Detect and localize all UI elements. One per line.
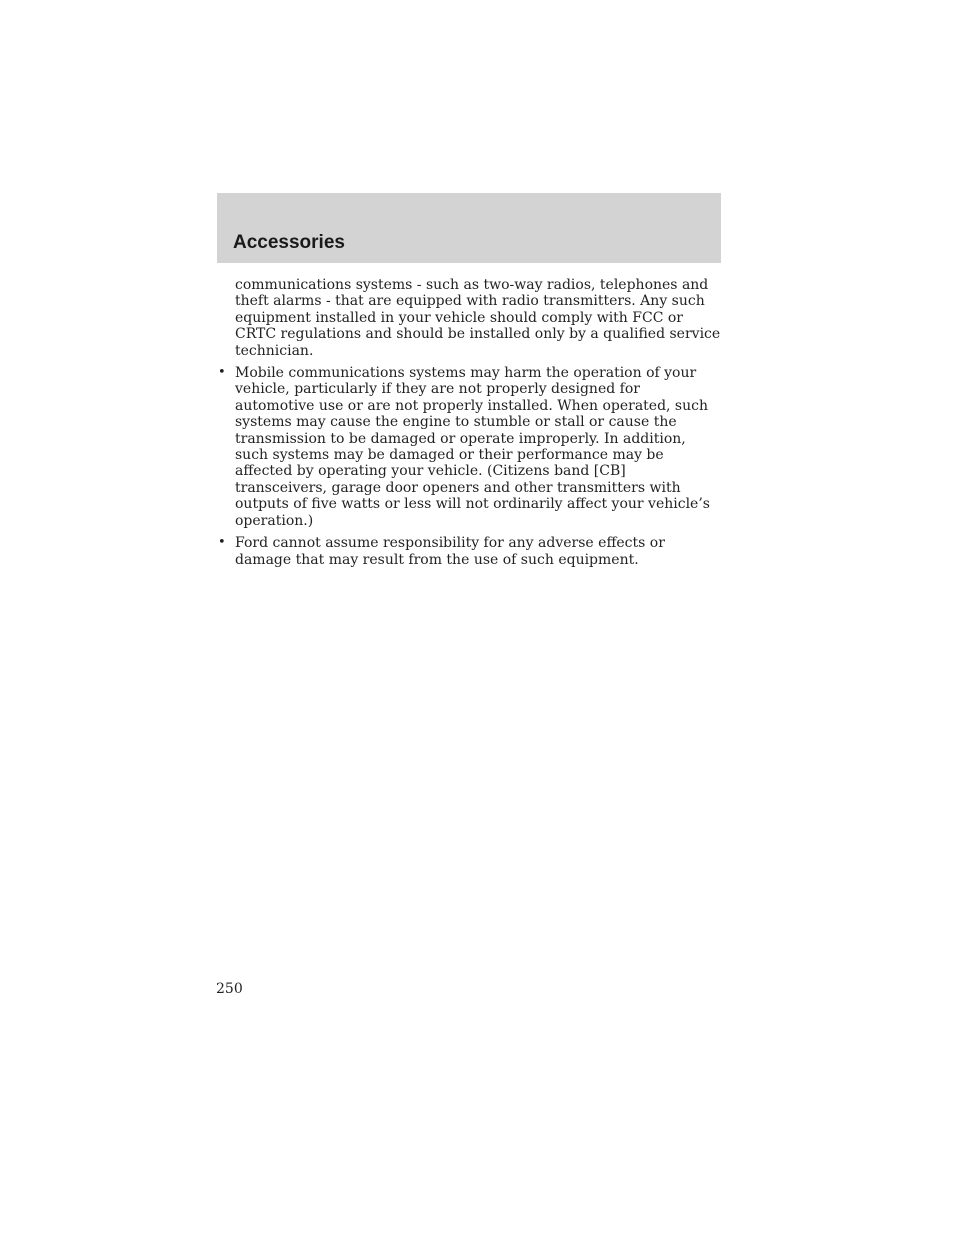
bullet-text: Mobile communications systems may harm the operation of your vehicle, particularly if they are not properly designed for automotive use or are not properly installed. When operated, such systems may cause the engine to stumble or stall or cause the transmission to be damaged or operate improperly. In addition, such systems may be damaged or their performance may be affected by operating your vehicle. (Citizens band [CB] transceivers, garage door openers and other transmitters with outputs of five watts or less will not ordinarily affect your vehicle’s operation.) (235, 365, 710, 529)
continuation-paragraph: communications systems - such as two-way radios, telephones and theft alarms - that are equipped with radio transmitters. Any such equipment installed in your vehicle should comply with FCC or CRTC regulations and should be installed only by a qualified service technician. (235, 277, 721, 359)
bullet-dot-icon: • (218, 535, 226, 551)
bullet-dot-icon: • (218, 365, 226, 381)
bullet-item (217, 365, 721, 529)
page-content (217, 277, 721, 568)
page-number: 250 (216, 981, 243, 997)
section-header-band (217, 193, 721, 263)
bullet-text: Ford cannot assume responsibility for any adverse effects or damage that may result from the use of such equipment. (235, 535, 665, 568)
section-title: Accessories (233, 232, 345, 253)
bullet-item (217, 535, 721, 568)
